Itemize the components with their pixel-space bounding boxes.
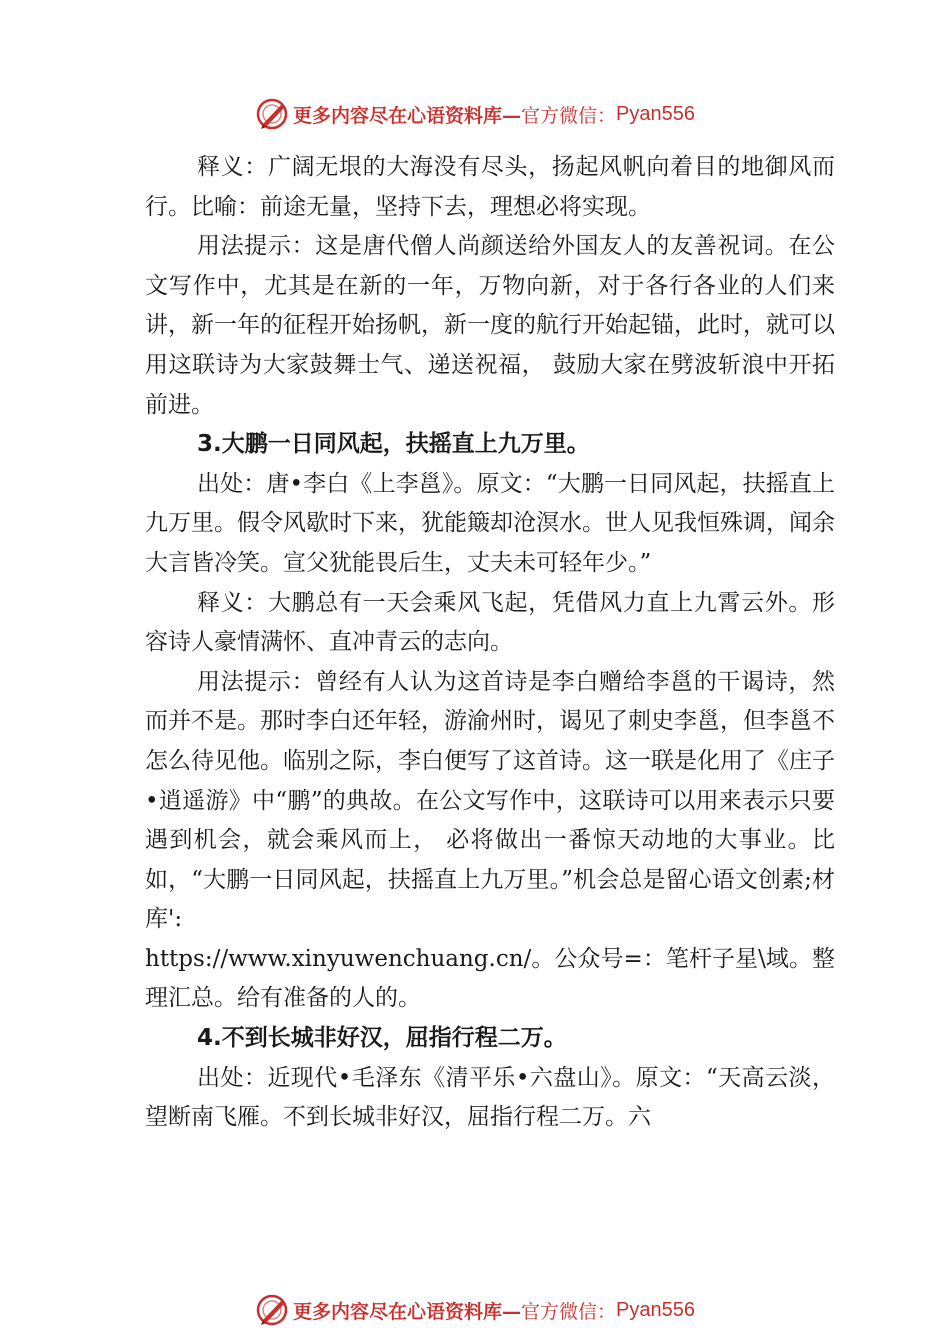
section-heading-4: 4.不到长城非好汉，屈指行程二万。 xyxy=(197,1025,567,1052)
banner-wechat-label: 官方微信： xyxy=(521,1300,617,1323)
banner-wechat-label: 官方微信： xyxy=(521,104,617,127)
paragraph-source-4: 出处：近现代•毛泽东《清平乐•六盘山》。原文：“天高云淡，望断南飞雁。不到长城非好汉，屈指行程二万。六 xyxy=(145,1064,835,1131)
banner-library-text: 更多内容尽在心语资料库— xyxy=(293,1300,522,1323)
pen-logo-icon xyxy=(255,1293,289,1327)
paragraph-meaning-3: 释义：大鹏总有一天会乘风飞起，凭借风力直上九霄云外。形容诗人豪情满怀、直冲青云的志向。 xyxy=(145,589,835,656)
banner-library-text: 更多内容尽在心语资料库— xyxy=(293,104,522,127)
header-banner xyxy=(0,96,950,132)
banner-wechat-id: Pyan556 xyxy=(616,1298,695,1321)
paragraph-usage-1: 用法提示：这是唐代僧人尚颜送给外国友人的友善祝词。在公文写作中，尤其是在新的一年，万物向新，对于各行各业的人们来讲，新一年的征程开始扬帆，新一度的航行开始起锚，此时，就可以用这联诗为大家鼓舞士气、递送祝福， 鼓励大家在劈波斩浪中开拓前进。 xyxy=(145,233,835,418)
paragraph-usage-3-continued: https://www.xinyuwenchuang.cn/。公众号=：笔杆子星\域。整理汇总。给有准备的人的。 xyxy=(145,945,835,1012)
document-body xyxy=(145,148,835,1138)
banner-wechat-id: Pyan556 xyxy=(616,102,695,125)
paragraph-usage-3: 用法提示：曾经有人认为这首诗是李白赠给李邕的干谒诗，然而并不是。那时李白还年轻，游渝州时，谒见了刺史李邕，但李邕不怎么待见他。临别之际，李白便写了这首诗。这一联是化用了《庄子•逍遥游》中“鹏”的典故。在公文写作中，这联诗可以用来表示只要遇到机会，就会乘风而上， 必将做出一番惊天动地的大事业。比如，“大鹏一日同风起，扶摇直上九万里。”机会总是留心语文创素;材库': xyxy=(145,668,835,933)
section-heading-3: 3.大鹏一日同风起，扶摇直上九万里。 xyxy=(197,431,590,458)
footer-banner xyxy=(0,1292,950,1328)
paragraph-meaning-1: 释义：广阔无垠的大海没有尽头，扬起风帆向着目的地御风而行。比喻：前途无量，坚持下去，理想必将实现。 xyxy=(145,154,835,220)
paragraph-source-3: 出处：唐•李白《上李邕》。原文：“大鹏一日同风起，扶摇直上九万里。假令风歇时下来，犹能簸却沧溟水。世人见我恒殊调，闻余大言皆冷笑。宣父犹能畏后生，丈夫未可轻年少。” xyxy=(145,470,835,576)
pen-logo-icon xyxy=(255,97,289,131)
